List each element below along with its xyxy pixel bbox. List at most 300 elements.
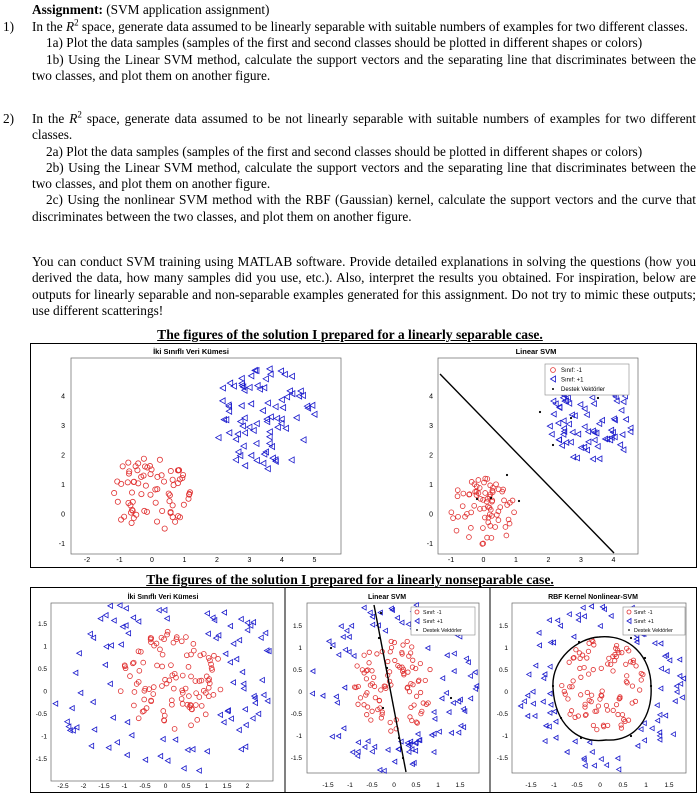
tick-label: 0 (392, 782, 396, 789)
class-neg-point (423, 678, 427, 682)
class-pos-point (551, 398, 556, 404)
class-pos-point (336, 652, 340, 657)
class-pos-point (254, 421, 259, 427)
tick-label: 0.5 (181, 783, 191, 790)
class-pos-point (112, 618, 117, 623)
class-pos-point (589, 604, 593, 609)
class-pos-point (552, 709, 556, 714)
class-pos-point (437, 729, 441, 734)
support-vector-point (450, 697, 452, 699)
class-pos-point (89, 743, 94, 748)
class-pos-point (621, 399, 626, 405)
class-pos-point (440, 696, 444, 701)
class-neg-point (456, 514, 461, 519)
class-pos-point (655, 718, 659, 723)
f5-title: RBF Kernel Nonlinear-SVM (548, 594, 638, 601)
class-pos-point (525, 714, 529, 719)
class-pos-point (165, 616, 170, 621)
support-vector-point (630, 637, 632, 639)
class-neg-point (199, 703, 204, 708)
class-neg-point (388, 650, 392, 654)
tick-label: -0.5 (139, 783, 151, 790)
class-pos-point (205, 611, 210, 616)
tick-label: 2 (245, 783, 250, 790)
class-neg-point (496, 487, 501, 492)
class-neg-point (624, 662, 628, 666)
class-pos-point (248, 401, 253, 407)
class-pos-point (617, 767, 621, 772)
support-vector-point (380, 612, 382, 614)
class-neg-point (115, 499, 120, 504)
class-pos-point (578, 402, 583, 408)
class-neg-point (611, 669, 615, 673)
class-pos-point (559, 443, 564, 449)
class-pos-point (525, 693, 529, 698)
tick-label: -1 (347, 782, 353, 789)
class-pos-point (265, 400, 270, 406)
class-pos-point (531, 689, 535, 694)
class-pos-point (590, 395, 595, 401)
question-1: 1) In the $R^2$ space, generate data assumed to be linearly separable with suitable numbers of examples for two different classes. 1a) Plot the data samples (samples of the first and second classes should be plotted in different shapes or colors) 1b) Using the Linear SVM method, calculate the support vectors and the separating line that discriminates between the two classes, and plot them on another figure. (0, 19, 696, 84)
class-pos-point (248, 373, 253, 379)
class-neg-point (216, 656, 221, 661)
class-neg-point (143, 483, 148, 488)
class-pos-point (548, 664, 552, 669)
class-pos-point (541, 699, 545, 704)
class-neg-point (454, 528, 459, 533)
class-neg-point (218, 687, 223, 692)
class-pos-point (440, 676, 444, 681)
class-neg-point (605, 708, 609, 712)
class-pos-point (65, 719, 70, 724)
class-neg-point (167, 493, 172, 498)
class-neg-point (126, 460, 131, 465)
tick-label: -1.5 (98, 783, 110, 790)
class-neg-point (401, 643, 405, 647)
class-pos-point (464, 656, 468, 661)
class-pos-point (677, 657, 681, 662)
class-pos-point (157, 608, 162, 613)
tick-label: 4 (61, 393, 65, 401)
class-neg-point (154, 519, 159, 524)
class-pos-point (241, 686, 246, 691)
class-neg-point (160, 684, 165, 689)
class-neg-point (461, 491, 466, 496)
tick-label: 4 (280, 557, 284, 564)
class-pos-point (547, 618, 551, 623)
class-pos-point (263, 630, 268, 635)
class-pos-point (473, 670, 477, 675)
class-pos-point (254, 457, 259, 463)
class-neg-point (410, 645, 414, 649)
class-pos-point (73, 670, 78, 675)
class-pos-point (284, 394, 289, 400)
class-pos-point (426, 646, 430, 651)
class-pos-point (162, 607, 167, 612)
class-pos-point (129, 733, 134, 738)
class-pos-point (261, 451, 266, 457)
class-neg-point (132, 690, 137, 695)
class-neg-point (449, 510, 454, 515)
class-neg-point (119, 517, 124, 522)
class-neg-point (578, 693, 582, 697)
class-neg-point (170, 514, 175, 519)
class-pos-point (356, 740, 360, 745)
class-neg-point (562, 689, 566, 693)
class-neg-point (567, 660, 571, 664)
f5-legend-support: Destek Vektörler (634, 628, 673, 634)
class-pos-point (158, 753, 163, 758)
class-pos-point (355, 754, 359, 759)
class-pos-point (136, 619, 141, 624)
class-neg-point (356, 702, 360, 706)
class-pos-point (537, 643, 541, 648)
tick-label: -1.5 (35, 756, 47, 763)
support-vector-point (539, 411, 541, 413)
class-neg-point (171, 483, 176, 488)
class-pos-point (452, 669, 456, 674)
class-pos-point (88, 631, 93, 636)
figure-linear-svg (31, 344, 696, 567)
class-pos-point (581, 605, 585, 610)
class-pos-point (412, 760, 416, 765)
class-neg-point (577, 651, 581, 655)
class-neg-point (455, 488, 460, 493)
class-neg-point (157, 457, 162, 462)
class-neg-point (496, 518, 501, 523)
class-pos-point (444, 691, 448, 696)
class-neg-point (409, 705, 413, 709)
class-pos-point (229, 716, 234, 721)
class-neg-point (364, 677, 368, 681)
class-neg-point (493, 525, 498, 530)
class-neg-point (119, 481, 124, 486)
class-pos-point (576, 431, 581, 437)
class-neg-point (112, 490, 117, 495)
class-pos-point (234, 656, 239, 661)
tick-label: 0 (61, 511, 65, 519)
class-neg-point (414, 694, 418, 698)
class-neg-point (375, 652, 379, 656)
class-pos-point (239, 747, 244, 752)
class-pos-point (407, 750, 411, 755)
support-vector-point (506, 474, 508, 476)
tick-label: 0 (298, 689, 302, 696)
class-pos-point (584, 412, 589, 418)
class-pos-point (432, 710, 436, 715)
class-neg-point (582, 665, 586, 669)
class-neg-point (481, 526, 486, 531)
caption-linear: The figures of the solution I prepared for a linearly separable case. (157, 327, 543, 342)
class-pos-point (260, 460, 265, 466)
class-pos-point (349, 623, 353, 628)
question-1b: 1b) Using the Linear SVM method, calculate the support vectors and the separating line that discriminates between the two classes, and plot them on another figure. (32, 51, 696, 83)
class-pos-point (321, 693, 325, 698)
tick-label: 1 (504, 645, 508, 652)
tick-label: -1 (502, 733, 508, 740)
instructions-paragraph: You can conduct SVM training using MATLAB software. Provide detailed explanations in solving the questions (how you derived the data, how many samples did you use, etc.). Also, interpret the results you obtained. For inspiration, below are outputs for linearly separable and non-separable examples generated for this assignment. Do not try to mimic these outputs; use different scatterings! (32, 254, 696, 318)
class-neg-point (586, 672, 590, 676)
assignment-header: Assignment: (SVM application assignment) (32, 2, 270, 17)
tick-label: 0 (598, 782, 602, 789)
class-neg-point (387, 670, 391, 674)
class-neg-point (203, 712, 208, 717)
class-pos-point (572, 634, 576, 639)
class-pos-point (531, 701, 535, 706)
class-pos-point (372, 744, 376, 749)
class-neg-point (206, 685, 211, 690)
class-pos-point (544, 723, 548, 728)
class-pos-point (274, 415, 279, 421)
class-pos-point (265, 698, 270, 703)
tick-label: 1.5 (664, 782, 674, 789)
class-neg-point (467, 535, 472, 540)
class-neg-point (624, 679, 628, 683)
class-pos-point (383, 628, 387, 633)
class-pos-point (233, 457, 238, 463)
class-pos-point (678, 674, 682, 679)
class-pos-point (301, 437, 306, 443)
class-pos-point (642, 738, 646, 743)
class-neg-point (637, 688, 641, 692)
class-neg-point (418, 661, 422, 665)
tick-label: 3 (579, 557, 583, 564)
class-neg-point (579, 675, 583, 679)
class-pos-point (582, 424, 587, 430)
class-pos-point (604, 763, 608, 768)
class-pos-point (197, 768, 202, 773)
class-pos-point (78, 690, 83, 695)
class-pos-point (294, 415, 299, 421)
class-neg-point (596, 704, 600, 708)
class-pos-point (342, 685, 346, 690)
class-pos-point (370, 622, 374, 627)
class-pos-point (551, 411, 556, 417)
tick-label: 1 (61, 482, 65, 489)
class-pos-point (541, 676, 545, 681)
figure-linear-separable (30, 343, 697, 568)
class-pos-point (91, 699, 96, 704)
f2-legend-class-pos: Sınıf: +1 (561, 377, 584, 384)
class-neg-point (580, 653, 584, 657)
class-neg-point (393, 658, 397, 662)
class-pos-point (254, 440, 259, 446)
class-pos-point (103, 613, 108, 618)
class-pos-point (555, 618, 559, 623)
tick-label: 1 (429, 482, 433, 489)
tick-label: 0 (163, 783, 168, 790)
class-pos-point (618, 442, 623, 448)
class-pos-point (533, 714, 537, 719)
class-pos-point (226, 408, 231, 414)
class-neg-point (591, 667, 595, 671)
class-pos-point (609, 614, 613, 619)
tick-label: 1 (644, 782, 648, 789)
class-neg-point (504, 533, 509, 538)
class-pos-point (590, 750, 594, 755)
class-neg-point (472, 503, 477, 508)
class-neg-point (139, 491, 144, 496)
class-pos-point (433, 716, 437, 721)
class-pos-point (556, 420, 561, 426)
class-pos-point (352, 654, 356, 659)
class-neg-point (177, 515, 182, 520)
class-pos-point (240, 669, 245, 674)
class-pos-point (395, 615, 399, 620)
class-neg-point (180, 673, 185, 678)
class-neg-point (583, 705, 587, 709)
class-pos-point (659, 641, 663, 646)
class-pos-point (368, 610, 372, 615)
class-neg-point (137, 668, 142, 673)
class-neg-point (186, 694, 191, 699)
class-pos-point (378, 768, 382, 773)
class-pos-point (248, 452, 253, 458)
f4-title: Linear SVM (367, 594, 407, 601)
class-pos-point (571, 454, 576, 460)
f4-axis-ticks (291, 623, 465, 789)
class-neg-point (179, 696, 184, 701)
class-pos-point (671, 732, 675, 737)
f5-legend-class-neg: Sınıf: -1 (634, 610, 653, 616)
class-pos-point (665, 669, 669, 674)
class-pos-point (92, 727, 97, 732)
class-pos-point (108, 603, 113, 608)
class-pos-point (228, 623, 233, 628)
class-pos-point (241, 681, 246, 686)
tick-label: 0 (43, 688, 47, 696)
class-pos-point (447, 710, 451, 715)
figure-nonlinear-svg (31, 588, 696, 792)
class-pos-point (382, 768, 386, 773)
class-pos-point (267, 434, 272, 440)
class-neg-point (408, 715, 412, 719)
tick-label: -1 (447, 557, 455, 564)
class-neg-point (161, 709, 166, 714)
tick-label: 2 (215, 557, 219, 564)
class-pos-point (547, 423, 552, 429)
f2-title: Linear SVM (515, 347, 557, 356)
class-neg-point (389, 645, 393, 649)
class-pos-point (220, 398, 225, 404)
class-pos-point (120, 624, 125, 629)
class-pos-point (586, 439, 591, 445)
class-neg-point (595, 727, 599, 731)
class-pos-point (565, 750, 569, 755)
f1-title: İki Sınıflı Veri Kümesi (153, 347, 229, 356)
panel-f4 (291, 594, 479, 789)
class-neg-point (389, 729, 393, 733)
class-pos-point (228, 660, 233, 665)
class-neg-point (355, 664, 359, 668)
question-2b: 2b) Using the Linear SVM method, calculate the support vectors and the separating line that discriminates between the two classes, and plot them on another figure. (32, 159, 696, 192)
tick-label: -1 (296, 733, 302, 740)
tick-label: 1.5 (498, 623, 508, 630)
class-pos-point (103, 662, 108, 667)
tick-label: 0.5 (498, 667, 508, 674)
class-neg-point (189, 723, 194, 728)
class-pos-point (289, 373, 294, 379)
class-pos-point (449, 730, 453, 735)
class-neg-point (634, 664, 638, 668)
class-pos-point (261, 692, 266, 697)
class-pos-point (527, 672, 531, 677)
class-pos-point (345, 628, 349, 633)
tick-label: -1 (121, 783, 128, 790)
class-pos-point (566, 421, 571, 427)
class-pos-point (659, 686, 663, 691)
class-pos-point (366, 739, 370, 744)
tick-label: 4 (429, 393, 433, 401)
support-vector-point (490, 497, 492, 499)
class-pos-point (218, 712, 223, 717)
class-neg-point (630, 684, 634, 688)
class-pos-point (312, 411, 317, 417)
class-pos-point (461, 725, 465, 730)
tick-label: 1.5 (222, 783, 232, 790)
class-pos-point (339, 624, 343, 629)
class-neg-point (503, 525, 508, 530)
class-neg-point (181, 502, 186, 507)
tick-label: -0.5 (290, 711, 302, 718)
class-pos-point (131, 615, 136, 620)
class-pos-point (561, 418, 566, 424)
class-neg-point (171, 640, 176, 645)
class-pos-point (273, 404, 278, 410)
class-neg-point (483, 491, 488, 496)
class-neg-point (212, 653, 217, 658)
class-pos-point (235, 431, 240, 437)
class-neg-point (144, 706, 149, 711)
class-pos-point (117, 603, 122, 608)
class-pos-point (597, 456, 602, 462)
class-pos-point (429, 733, 433, 738)
class-pos-point (558, 623, 562, 628)
tick-label: 1 (298, 645, 302, 652)
class-neg-point (612, 658, 616, 662)
class-pos-point (451, 700, 455, 705)
class-neg-point (169, 663, 174, 668)
class-pos-point (77, 651, 82, 656)
class-neg-point (189, 674, 194, 679)
class-neg-point (193, 703, 198, 708)
class-pos-point (119, 642, 124, 647)
class-pos-point (432, 750, 436, 755)
class-neg-point (469, 510, 474, 515)
class-pos-point (108, 681, 113, 686)
class-pos-point (599, 757, 603, 762)
class-neg-point (172, 726, 177, 731)
tick-label: 3 (61, 423, 65, 430)
class-pos-point (468, 674, 472, 679)
class-pos-point (104, 644, 109, 649)
class-pos-point (245, 620, 250, 625)
class-pos-point (468, 696, 472, 701)
tick-label: -1.5 (496, 755, 508, 762)
class-neg-point (460, 504, 465, 509)
class-neg-point (367, 650, 371, 654)
support-vector-point (382, 707, 384, 709)
class-neg-point (405, 639, 409, 643)
class-pos-point (143, 757, 148, 762)
class-pos-point (222, 610, 227, 615)
class-neg-point (370, 669, 374, 673)
f3-points (53, 603, 271, 773)
class-neg-point (578, 666, 582, 670)
tick-label: 0 (150, 557, 154, 564)
tick-label: 2 (546, 557, 551, 564)
class-pos-point (280, 405, 285, 411)
